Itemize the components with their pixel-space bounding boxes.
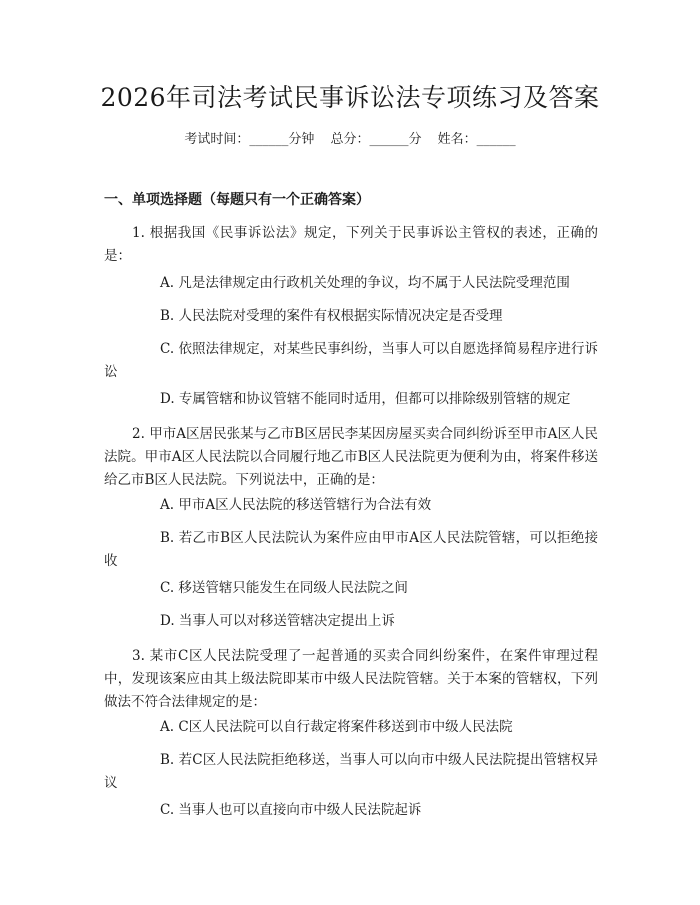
question-2-option-b: B. 若乙市B区人民法院认为案件应由甲市A区人民法院管辖，可以拒绝接收 bbox=[104, 530, 598, 569]
exam-meta bbox=[0, 130, 700, 150]
question-3-stem: 3. 某市C区人民法院受理了一起普通的买卖合同纠纷案件，在案件审理过程中，发现该案应由其上级法院即某市中级人民法院管辖。关于本案的管辖权，下列做法不符合法律规定的是： bbox=[104, 648, 598, 710]
question-1-option-b: B. 人民法院对受理的案件有权根据实际情况决定是否受理 bbox=[160, 308, 503, 324]
question-2-option-d: D. 当事人可以对移送管辖决定提出上诉 bbox=[160, 613, 395, 629]
question-2-option-c: C. 移送管辖只能发生在同级人民法院之间 bbox=[160, 580, 408, 596]
question-1-option-a: A. 凡是法律规定由行政机关处理的争议，均不属于人民法院受理范围 bbox=[160, 275, 570, 291]
question-2-stem: 2. 甲市A区居民张某与乙市B区居民李某因房屋买卖合同纠纷诉至甲市A区人民法院。甲市A区人民法院以合同履行地乙市B区人民法院更为便利为由，将案件移送给乙市B区人民法院。下列说法中，正确的是： bbox=[104, 426, 598, 488]
total-score-field: 总分：______分 bbox=[330, 132, 422, 147]
question-1-option-c: C. 依照法律规定，对某些民事纠纷，当事人可以自愿选择简易程序进行诉讼 bbox=[104, 341, 598, 380]
question-1-option-d: D. 专属管辖和协议管辖不能同时适用，但都可以排除级别管辖的规定 bbox=[160, 391, 571, 407]
document-title: 2026年司法考试民事诉讼法专项练习及答案 bbox=[100, 83, 600, 112]
question-2-option-a: A. 甲市A区人民法院的移送管辖行为合法有效 bbox=[160, 497, 432, 513]
section-heading: 一、单项选择题（每题只有一个正确答案） bbox=[104, 192, 370, 208]
question-1-stem: 1. 根据我国《民事诉讼法》规定，下列关于民事诉讼主管权的表述，正确的是： bbox=[104, 225, 598, 264]
question-3-option-c: C. 当事人也可以直接向市中级人民法院起诉 bbox=[160, 802, 422, 818]
question-3-option-a: A. C区人民法院可以自行裁定将案件移送到市中级人民法院 bbox=[160, 719, 513, 735]
name-field: 姓名：______ bbox=[437, 132, 516, 147]
exam-time-field: 考试时间：______分钟 bbox=[184, 132, 315, 147]
question-3-option-b: B. 若C区人民法院拒绝移送，当事人可以向市中级人民法院提出管辖权异议 bbox=[104, 752, 598, 791]
